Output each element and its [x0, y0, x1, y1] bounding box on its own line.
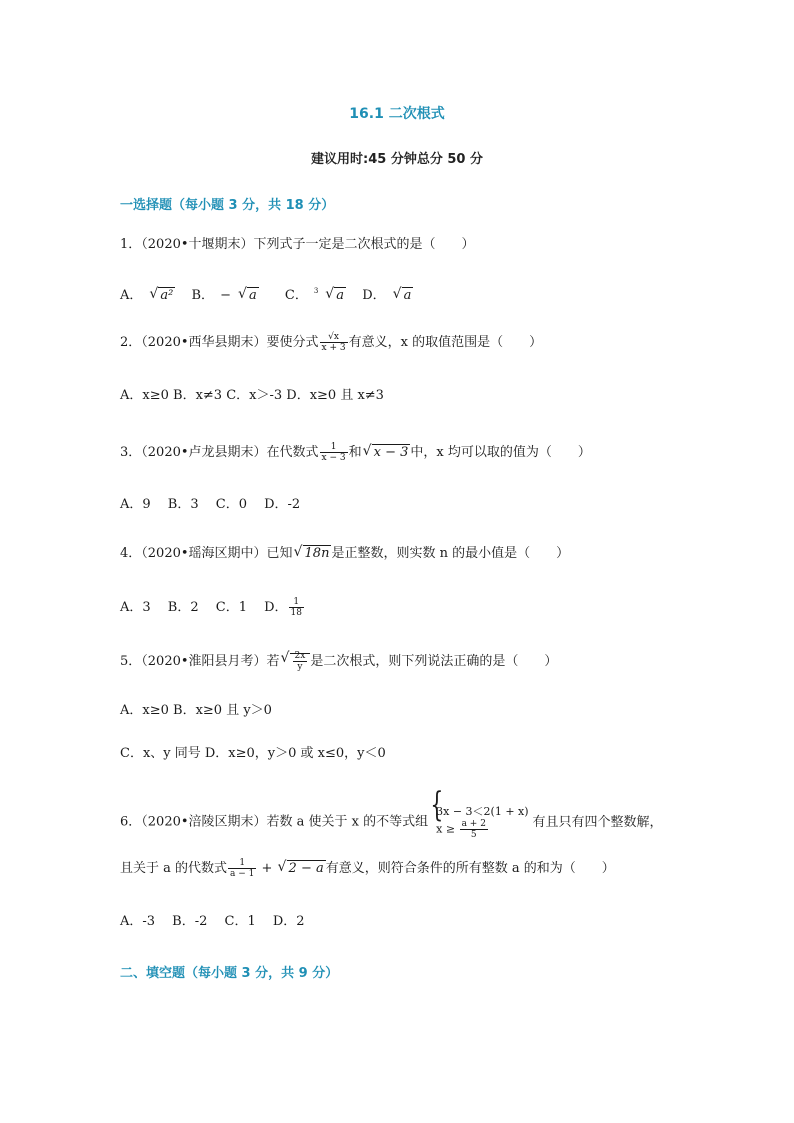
page-title: 16.1 二次根式 [349, 106, 445, 122]
fraction: $\frac{1}{x - 3}$ [321, 442, 346, 463]
question-4-post: 是正整数，则实数 n 的最小值是（ ） [331, 546, 570, 561]
radical: √ x − 3 [363, 444, 411, 462]
question-5-options-ab: A．x≥0 B．x≥0 且 y＞0 [120, 703, 272, 718]
question-4-options [120, 597, 305, 618]
radical-d: √ a [393, 287, 420, 305]
question-6-options: A．-3 B．-2 C．1 D．2 [120, 914, 305, 929]
cube-root-index: 3 [313, 287, 319, 295]
question-1: 1．（2020•十堰期末）下列式子一定是二次根式的是（ ） [120, 237, 475, 252]
question-4 [120, 545, 569, 563]
question-1-options [120, 282, 425, 305]
question-2 [120, 332, 542, 353]
neg-sign: − [220, 288, 231, 303]
question-3 [120, 442, 591, 463]
radical-a: √ a² [149, 287, 181, 305]
fraction: $\frac{1}{a - 1}$ [230, 858, 255, 879]
question-5-post: 是二次根式，则下列说法正确的是（ ） [310, 654, 558, 669]
inequality-1: { 3x − 3＜2(1 + x) [436, 805, 529, 818]
option-b-label: B． [191, 288, 215, 303]
option-a-label: A． [120, 288, 143, 303]
option-d-label: D． [362, 288, 386, 303]
question-6-line-2 [120, 858, 615, 879]
question-6 [120, 804, 663, 840]
question-3-mid: 和 [348, 445, 362, 460]
page-subtitle: 建议用时:45 分钟总分 50 分 [311, 152, 483, 167]
question-5 [120, 651, 557, 672]
radical: √ $\frac{2x}{y}$ [281, 651, 311, 672]
question-5-pre: 5．（2020•淮阳县月考）若 [120, 654, 280, 669]
option-c-label: C． [284, 288, 308, 303]
question-3-pre: 3．（2020•卢龙县期末）在代数式 [120, 445, 319, 460]
radical-c: √ a [325, 287, 352, 305]
section-heading-fill: 二、填空题（每小题 3 分，共 9 分） [120, 966, 339, 981]
plus-sign: + [257, 861, 277, 876]
radical-b: √ a [238, 287, 265, 305]
radical: √ 18n [294, 545, 332, 563]
question-6-line2-post: 有意义，则符合条件的所有整数 a 的和为（ ） [325, 861, 615, 876]
question-2-pre: 2．（2020•西华县期末）要使分式 [120, 335, 319, 350]
fraction: $\frac{1}{18}$ [290, 597, 302, 618]
question-6-line2-pre: 且关于 a 的代数式 [120, 861, 228, 876]
question-6-pre: 6．（2020•涪陵区期末）若数 a 使关于 x 的不等式组 [120, 814, 429, 830]
question-3-post: 中，x 均可以取的值为（ ） [410, 445, 591, 460]
question-4-options-text: A．3 B．2 C．1 D． [120, 600, 288, 615]
inequality-system [428, 804, 528, 840]
radical: √ 2 − a [278, 860, 326, 878]
fraction: $\frac{√x}{x + 3}$ [321, 332, 346, 353]
question-2-post: 有意义，x 的取值范围是（ ） [348, 335, 543, 350]
inequality-2: x ≥ $\frac{a + 2}{5}$ [436, 819, 486, 840]
question-3-options: A．9 B．3 C．0 D．-2 [120, 497, 301, 512]
question-5-options-cd: C．x、y 同号 D．x≥0，y＞0 或 x≤0，y＜0 [120, 746, 386, 761]
question-2-options: A．x≥0 B．x≠3 C．x＞-3 D．x≥0 且 x≠3 [120, 388, 384, 403]
question-6-post: 有且只有四个整数解， [532, 814, 663, 830]
section-heading-choice: 一选择题（每小题 3 分，共 18 分） [120, 198, 335, 213]
question-4-pre: 4．（2020•瑶海区期中）已知 [120, 546, 293, 561]
